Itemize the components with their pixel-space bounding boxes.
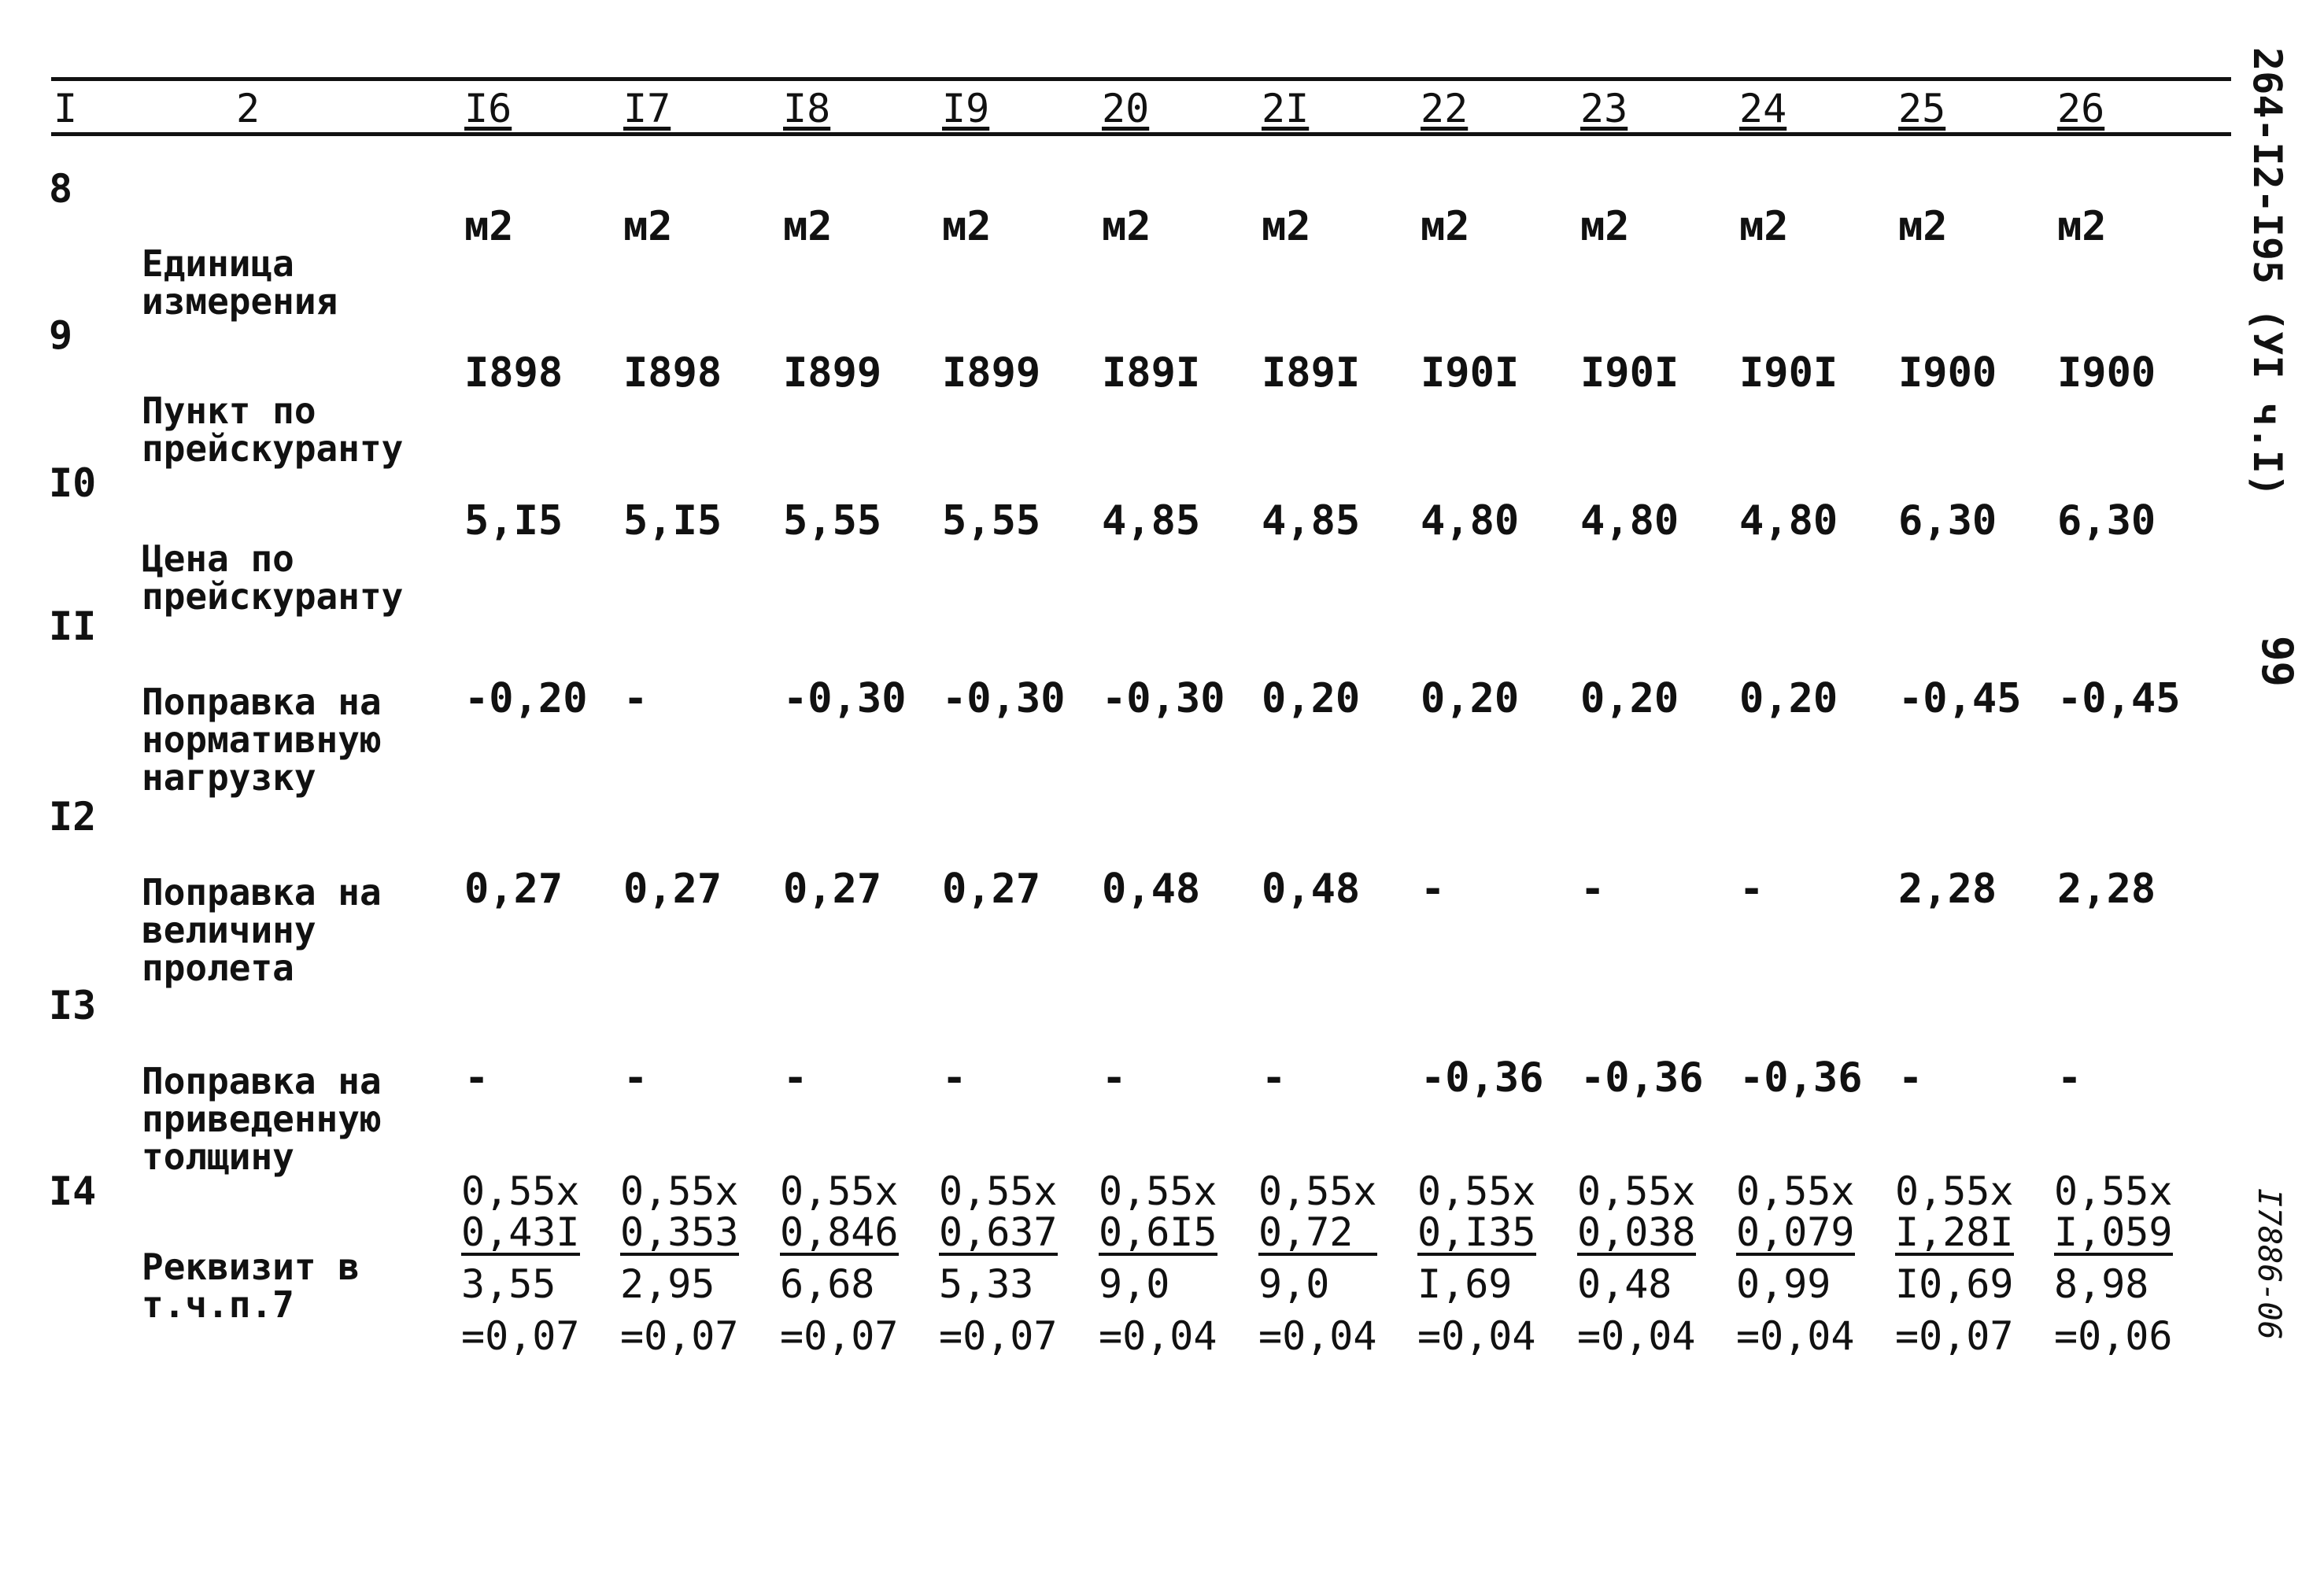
row-14-cell: 0,55х 0,637 5,33 =0,07 [939, 1168, 1058, 1359]
row-10-cell: 4,85 [1262, 497, 1361, 545]
row-8-cell: м2 [1739, 203, 1789, 250]
header-col-1: I [54, 86, 78, 131]
row-10-cell: 4,80 [1421, 497, 1520, 545]
row-13-label: Поправка на приведенную толщину [142, 1060, 382, 1178]
page-number: 99 [2252, 636, 2302, 688]
row-13-cell: - [2057, 1054, 2082, 1102]
top-rule [51, 77, 2231, 81]
row-8-cell: м2 [783, 203, 833, 250]
row-9-label: Пункт по прейскуранту [142, 389, 404, 470]
row-11-cell: -0,30 [942, 675, 1066, 722]
row-12-number: I2 [49, 794, 97, 840]
row-9-cell: I900 [1898, 349, 1997, 397]
row-10-cell: 5,I5 [464, 497, 563, 545]
row-8-cell: м2 [2057, 203, 2107, 250]
row-8-cell: м2 [1262, 203, 1311, 250]
row-14-cell: 0,55х 0,079 0,99 =0,04 [1736, 1168, 1855, 1359]
row-13-cell: - [623, 1054, 648, 1102]
row-12-cell: 0,27 [942, 866, 1041, 913]
row-11-cell: -0,45 [1898, 675, 2022, 722]
row-14-cell: 0,55х 0,I35 I,69 =0,04 [1417, 1168, 1536, 1359]
row-12-label: Поправка на величину пролета [142, 871, 382, 989]
row-14-cell: 0,55х I,28I I0,69 =0,07 [1895, 1168, 2014, 1359]
row-11-label: Поправка на нормативную нагрузку [142, 681, 382, 799]
row-8-cell: м2 [1102, 203, 1151, 250]
row-9-cell: I899 [783, 349, 882, 397]
row-13-cell: - [942, 1054, 967, 1102]
row-13-cell: - [783, 1054, 808, 1102]
row-10-cell: 6,30 [1898, 497, 1997, 545]
row-11-cell: 0,20 [1421, 675, 1520, 722]
row-9-cell: I900 [2057, 349, 2156, 397]
row-9-cell: I90I [1739, 349, 1838, 397]
row-10-cell: 5,55 [783, 497, 882, 545]
header-col-2: 2 [236, 86, 260, 131]
row-14-cell: 0,55х 0,846 6,68 =0,07 [780, 1168, 899, 1359]
row-8-cell: м2 [623, 203, 673, 250]
row-8-cell: м2 [1421, 203, 1470, 250]
row-10-cell: 6,30 [2057, 497, 2156, 545]
row-13-cell: - [1262, 1054, 1287, 1102]
row-9-cell: I90I [1580, 349, 1679, 397]
row-8-cell: м2 [942, 203, 992, 250]
row-13-cell: - [464, 1054, 490, 1102]
row-9-cell: I898 [623, 349, 722, 397]
row-10-cell: 4,80 [1580, 497, 1679, 545]
row-9-number: 9 [49, 312, 73, 358]
row-11-cell: -0,30 [1102, 675, 1225, 722]
row-10-cell: 5,55 [942, 497, 1041, 545]
row-14-number: I4 [49, 1168, 97, 1214]
header-col-26: 26 [2057, 86, 2105, 131]
row-12-cell: 0,27 [464, 866, 563, 913]
inventory-number: I7886-06 [2251, 1188, 2287, 1340]
row-10-cell: 5,I5 [623, 497, 722, 545]
row-11-cell: 0,20 [1580, 675, 1679, 722]
row-9-cell: I898 [464, 349, 563, 397]
row-11-cell: - [623, 675, 648, 722]
row-12-cell: 2,28 [1898, 866, 1997, 913]
document-code: 264-I2-I95 (УI ч.I) [2245, 47, 2290, 497]
header-rule [51, 132, 2231, 136]
row-11-cell: 0,20 [1262, 675, 1361, 722]
header-col-16: I6 [464, 86, 512, 131]
row-10-number: I0 [49, 460, 97, 506]
row-14-cell: 0,55х 0,72 9,0 =0,04 [1258, 1168, 1377, 1359]
row-14-cell: 0,55х 0,353 2,95 =0,07 [620, 1168, 739, 1359]
row-8-label: Единица измерения [142, 242, 338, 323]
row-8-number: 8 [49, 166, 73, 212]
row-14-cell: 0,55х 0,6I5 9,0 =0,04 [1099, 1168, 1217, 1359]
row-14-cell: 0,55х 0,43I 3,55 =0,07 [461, 1168, 580, 1359]
header-col-23: 23 [1580, 86, 1628, 131]
row-11-number: II [49, 604, 97, 649]
row-12-cell: - [1580, 866, 1605, 913]
row-10-cell: 4,85 [1102, 497, 1201, 545]
header-col-20: 20 [1102, 86, 1150, 131]
row-8-cell: м2 [1580, 203, 1630, 250]
row-11-cell: 0,20 [1739, 675, 1838, 722]
row-12-cell: 2,28 [2057, 866, 2156, 913]
row-8-cell: м2 [1898, 203, 1948, 250]
row-13-cell: - [1898, 1054, 1923, 1102]
header-col-17: I7 [623, 86, 671, 131]
row-11-cell: -0,45 [2057, 675, 2181, 722]
row-13-number: I3 [49, 983, 97, 1028]
row-12-cell: 0,27 [783, 866, 882, 913]
row-9-cell: I89I [1262, 349, 1361, 397]
row-10-cell: 4,80 [1739, 497, 1838, 545]
row-12-cell: 0,48 [1102, 866, 1201, 913]
row-11-cell: -0,20 [464, 675, 588, 722]
header-col-19: I9 [942, 86, 990, 131]
row-14-label: Реквизит в т.ч.п.7 [142, 1246, 360, 1326]
row-14-cell: 0,55х 0,038 0,48 =0,04 [1577, 1168, 1696, 1359]
row-9-cell: I89I [1102, 349, 1201, 397]
row-11-cell: -0,30 [783, 675, 907, 722]
row-13-cell: -0,36 [1580, 1054, 1704, 1102]
header-col-22: 22 [1421, 86, 1469, 131]
row-12-cell: - [1739, 866, 1764, 913]
row-8-cell: м2 [464, 203, 514, 250]
row-10-label: Цена по прейскуранту [142, 537, 404, 618]
row-9-cell: I90I [1421, 349, 1520, 397]
header-col-21: 2I [1262, 86, 1310, 131]
row-13-cell: - [1102, 1054, 1127, 1102]
header-col-25: 25 [1898, 86, 1946, 131]
header-col-18: I8 [783, 86, 831, 131]
row-12-cell: - [1421, 866, 1446, 913]
row-12-cell: 0,27 [623, 866, 722, 913]
row-14-cell: 0,55х I,059 8,98 =0,06 [2054, 1168, 2173, 1359]
row-13-cell: -0,36 [1421, 1054, 1544, 1102]
row-9-cell: I899 [942, 349, 1041, 397]
header-col-24: 24 [1739, 86, 1787, 131]
row-13-cell: -0,36 [1739, 1054, 1863, 1102]
row-12-cell: 0,48 [1262, 866, 1361, 913]
